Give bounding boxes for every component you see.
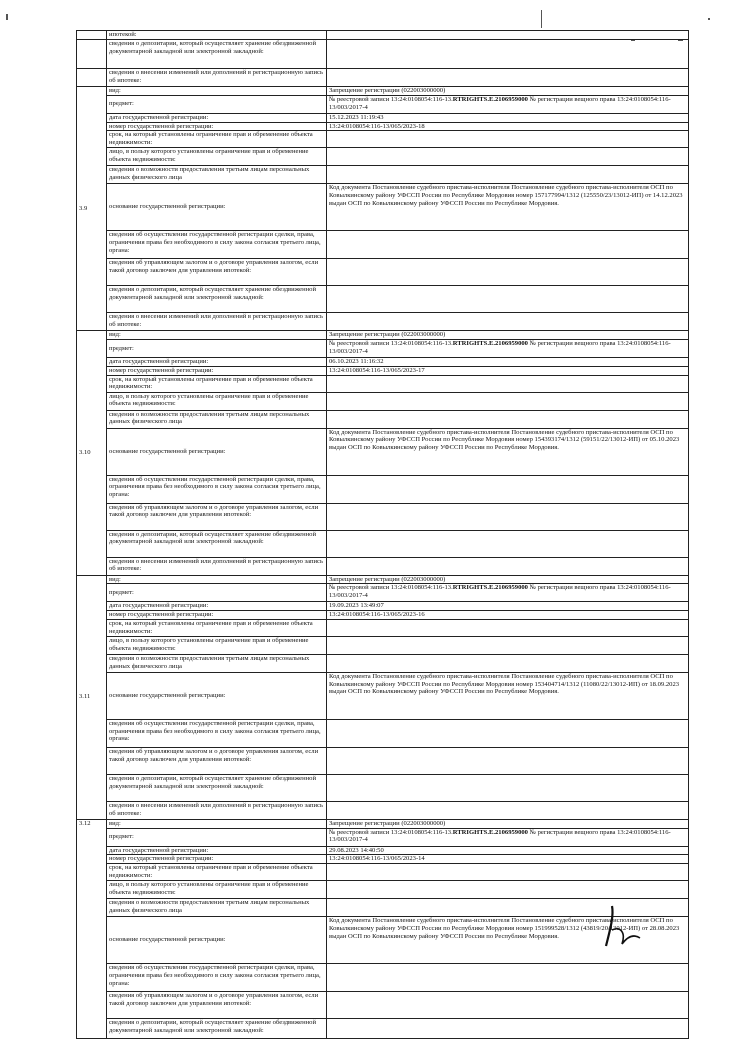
entry-number: 3.9 bbox=[77, 87, 107, 331]
subject-bold: RTRIGHTS.E.2106959000 bbox=[452, 584, 528, 592]
depositary-label: сведения о депозитарии, который осуществляет хранение обездвиженной документарной закладной или электронной закладной: bbox=[107, 774, 327, 801]
reg-date-label: дата государственной регистрации: bbox=[107, 846, 327, 855]
basis-value: Код документа Постановление судебного пристава-исполнителя Постановление судебного пристава-исполнителя ОСП по Ковылкинскому району УФССП России по Республике Мордовия номер 151999528/1312 (43819/20/13012-ИП) от 28.08.2023 выдан ОСП по Ковылкинскому району УФССП России по Республике Мордовия. bbox=[327, 917, 689, 964]
reg-date-value: 29.08.2023 14:40:50 bbox=[327, 846, 689, 855]
entry-number: 3.12 bbox=[77, 819, 107, 1038]
third-party-label: сведения о возможности предоставления третьим лицам персональных данных физического лица bbox=[107, 899, 327, 917]
person-label: лицо, в пользу которого установлены ограничение прав и обременение объекта недвижимости: bbox=[107, 881, 327, 899]
reg-date-value: 19.09.2023 13:49:07 bbox=[327, 602, 689, 611]
subject-suffix: № регистрации вещного права 13:24:0108054:116-13/003/2017-4 bbox=[329, 340, 671, 355]
person-value bbox=[327, 636, 689, 654]
subject-label: предмет: bbox=[107, 95, 327, 113]
transaction-value bbox=[327, 964, 689, 992]
transaction-value bbox=[327, 475, 689, 503]
manager-value bbox=[327, 992, 689, 1019]
term-label: срок, на который установлены ограничение прав и обременение объекта недвижимости: bbox=[107, 619, 327, 636]
kind-value: Запрещение регистрации (022003000000) bbox=[327, 819, 689, 828]
encumbrance-table bbox=[76, 30, 689, 1039]
transaction-value bbox=[327, 231, 689, 259]
basis-label: основание государственной регистрации: bbox=[107, 917, 327, 964]
kind-label: вид: bbox=[107, 331, 327, 340]
scan-mark bbox=[708, 18, 710, 20]
manager-value bbox=[327, 503, 689, 530]
manager-value bbox=[327, 259, 689, 286]
subject-value bbox=[327, 828, 689, 846]
person-label: лицо, в пользу которого установлены ограничение прав и обременение объекта недвижимости: bbox=[107, 392, 327, 410]
value-cell bbox=[327, 40, 689, 69]
subject-suffix: № регистрации вещного права 13:24:0108054:116-13/003/2017-4 bbox=[329, 828, 671, 844]
handwritten-signature bbox=[592, 900, 652, 950]
reg-date-value: 06.10.2023 11:16:32 bbox=[327, 358, 689, 367]
transaction-value bbox=[327, 719, 689, 747]
term-value bbox=[327, 375, 689, 392]
subject-prefix: № реестровой записи 13:24:0108054:116-13. bbox=[329, 828, 453, 836]
number-cell bbox=[77, 40, 107, 69]
depositary-label: сведения о депозитарии, который осуществляет хранение обездвиженной документарной закладной или электронной закладной: bbox=[107, 286, 327, 313]
third-party-label: сведения о возможности предоставления третьим лицам персональных данных физического лица bbox=[107, 654, 327, 672]
subject-value bbox=[327, 340, 689, 358]
term-label: срок, на который установлены ограничение прав и обременение объекта недвижимости: bbox=[107, 375, 327, 392]
term-value bbox=[327, 131, 689, 148]
kind-label: вид: bbox=[107, 87, 327, 96]
reg-number-value: 13:24:0108054:116-13/065/2023-14 bbox=[327, 855, 689, 864]
subject-value bbox=[327, 95, 689, 113]
subject-bold: RTRIGHTS.E.2106959000 bbox=[452, 828, 528, 836]
reg-number-value: 13:24:0108054:116-13/065/2023-17 bbox=[327, 366, 689, 375]
term-value bbox=[327, 864, 689, 881]
subject-value bbox=[327, 584, 689, 602]
term-label: срок, на который установлены ограничение прав и обременение объекта недвижимости: bbox=[107, 864, 327, 881]
scan-mark bbox=[541, 10, 542, 28]
manager-label: сведения об управляющем залогом и о договоре управления залогом, если такой договор заключен для управления ипотекой: bbox=[107, 747, 327, 774]
basis-label: основание государственной регистрации: bbox=[107, 428, 327, 475]
subject-suffix: № регистрации вещного права 13:24:0108054:116-13/003/2017-4 bbox=[329, 95, 671, 111]
changes-label: сведения о внесении изменений или дополнений в регистрационную запись об ипотеке: bbox=[107, 801, 327, 819]
changes-value bbox=[327, 557, 689, 575]
transaction-label: сведения об осуществлении государственной регистрации сделки, права, ограничения права без необходимого в силу закона согласия третьего лица, органа: bbox=[107, 475, 327, 503]
third-party-label: сведения о возможности предоставления третьим лицам персональных данных физического лица bbox=[107, 166, 327, 184]
subject-prefix: № реестровой записи 13:24:0108054:116-13. bbox=[329, 95, 453, 103]
manager-label: сведения об управляющем залогом и о договоре управления залогом, если такой договор заключен для управления ипотекой: bbox=[107, 992, 327, 1019]
scan-mark bbox=[6, 14, 8, 20]
reg-number-value: 13:24:0108054:116-13/065/2023-16 bbox=[327, 611, 689, 620]
subject-label: предмет: bbox=[107, 340, 327, 358]
term-label: срок, на который установлены ограничение прав и обременение объекта недвижимости: bbox=[107, 131, 327, 148]
changes-label: сведения о внесении изменений или дополнений в регистрационную запись об ипотеке: bbox=[107, 557, 327, 575]
subject-prefix: № реестровой записи 13:24:0108054:116-13. bbox=[329, 340, 453, 348]
basis-value: Код документа Постановление судебного пристава-исполнителя Постановление судебного пристава-исполнителя ОСП по Ковылкинскому району УФССП России по Республике Мордовия номер 157177994/1312 (125550/23/13012-ИП) от 14.12.2023 выдан ОСП по Ковылкинскому району УФССП России по Республике Мордовия. bbox=[327, 184, 689, 231]
kind-value: Запрещение регистрации (022003000000) bbox=[327, 575, 689, 584]
changes-value bbox=[327, 801, 689, 819]
depositary-label: сведения о депозитарии, который осуществляет хранение обездвиженной документарной закладной или электронной закладной: bbox=[107, 1019, 327, 1039]
manager-value bbox=[327, 747, 689, 774]
changes-label: сведения о внесении изменений или дополнений в регистрационную запись об ипотеке: bbox=[107, 313, 327, 331]
basis-label: основание государственной регистрации: bbox=[107, 672, 327, 719]
person-value bbox=[327, 392, 689, 410]
reg-date-value: 15.12.2023 11:19:43 bbox=[327, 113, 689, 122]
reg-date-label: дата государственной регистрации: bbox=[107, 113, 327, 122]
kind-value: Запрещение регистрации (022003000000) bbox=[327, 331, 689, 340]
kind-label: вид: bbox=[107, 575, 327, 584]
mortgage-tail-label: ипотекой: bbox=[107, 31, 327, 40]
transaction-label: сведения об осуществлении государственной регистрации сделки, права, ограничения права без необходимого в силу закона согласия третьего лица, органа: bbox=[107, 964, 327, 992]
changes-label: сведения о внесении изменений или дополнений в регистрационную запись об ипотеке: bbox=[107, 69, 327, 87]
subject-label: предмет: bbox=[107, 584, 327, 602]
reg-date-label: дата государственной регистрации: bbox=[107, 602, 327, 611]
person-value bbox=[327, 881, 689, 899]
entry-number: 3.11 bbox=[77, 575, 107, 819]
changes-value bbox=[327, 313, 689, 331]
depositary-value bbox=[327, 774, 689, 801]
subject-suffix: № регистрации вещного права 13:24:0108054:116-13/003/2017-4 bbox=[329, 584, 671, 600]
person-label: лицо, в пользу которого установлены ограничение прав и обременение объекта недвижимости: bbox=[107, 148, 327, 166]
value-cell bbox=[327, 31, 689, 40]
subject-prefix: № реестровой записи 13:24:0108054:116-13. bbox=[329, 584, 453, 592]
kind-label: вид: bbox=[107, 819, 327, 828]
reg-number-label: номер государственной регистрации: bbox=[107, 855, 327, 864]
transaction-label: сведения об осуществлении государственной регистрации сделки, права, ограничения права без необходимого в силу закона согласия третьего лица, органа: bbox=[107, 719, 327, 747]
reg-date-label: дата государственной регистрации: bbox=[107, 358, 327, 367]
manager-label: сведения об управляющем залогом и о договоре управления залогом, если такой договор заключен для управления ипотекой: bbox=[107, 259, 327, 286]
reg-number-label: номер государственной регистрации: bbox=[107, 611, 327, 620]
reg-number-label: номер государственной регистрации: bbox=[107, 366, 327, 375]
depositary-label: сведения о депозитарии, который осуществляет хранение обездвиженной документарной закладной или электронной закладной: bbox=[107, 530, 327, 557]
third-party-label: сведения о возможности предоставления третьим лицам персональных данных физического лица bbox=[107, 410, 327, 428]
transaction-label: сведения об осуществлении государственной регистрации сделки, права, ограничения права без необходимого в силу закона согласия третьего лица, органа: bbox=[107, 231, 327, 259]
reg-number-value: 13:24:0108054:116-13/065/2023-18 bbox=[327, 122, 689, 131]
subject-bold: RTRIGHTS.E.2106959000 bbox=[452, 95, 528, 103]
number-cell bbox=[77, 31, 107, 40]
depositary-value bbox=[327, 286, 689, 313]
basis-label: основание государственной регистрации: bbox=[107, 184, 327, 231]
subject-bold: RTRIGHTS.E.2106959000 bbox=[452, 340, 528, 348]
person-value bbox=[327, 148, 689, 166]
term-value bbox=[327, 619, 689, 636]
person-label: лицо, в пользу которого установлены ограничение прав и обременение объекта недвижимости: bbox=[107, 636, 327, 654]
basis-value: Код документа Постановление судебного пристава-исполнителя Постановление судебного пристава-исполнителя ОСП по Ковылкинскому району УФССП России по Республике Мордовия номер 153404714/1312 (11080/22/13012-ИП) от 18.09.2023 выдан ОСП по Ковылкинскому району УФССП России по Республике Мордовия. bbox=[327, 672, 689, 719]
depositary-value bbox=[327, 1019, 689, 1039]
kind-value: Запрещение регистрации (022003000000) bbox=[327, 87, 689, 96]
depositary-value bbox=[327, 530, 689, 557]
entry-number: 3.10 bbox=[77, 331, 107, 575]
third-party-value bbox=[327, 410, 689, 428]
number-cell bbox=[77, 69, 107, 87]
manager-label: сведения об управляющем залогом и о договоре управления залогом, если такой договор заключен для управления ипотекой: bbox=[107, 503, 327, 530]
reg-number-label: номер государственной регистрации: bbox=[107, 122, 327, 131]
depositary-label: сведения о депозитарии, который осуществляет хранение обездвиженной документарной закладной или электронной закладной: bbox=[107, 40, 327, 69]
value-cell bbox=[327, 69, 689, 87]
subject-label: предмет: bbox=[107, 828, 327, 846]
third-party-value bbox=[327, 166, 689, 184]
basis-value: Код документа Постановление судебного пристава-исполнителя Постановление судебного пристава-исполнителя ОСП по Ковылкинскому району УФССП России по Республике Мордовия номер 154393174/1312 (59151/22/13012-ИП) от 05.10.2023 выдан ОСП по Ковылкинскому району УФССП России по Республике Мордовия. bbox=[327, 428, 689, 475]
third-party-value bbox=[327, 654, 689, 672]
